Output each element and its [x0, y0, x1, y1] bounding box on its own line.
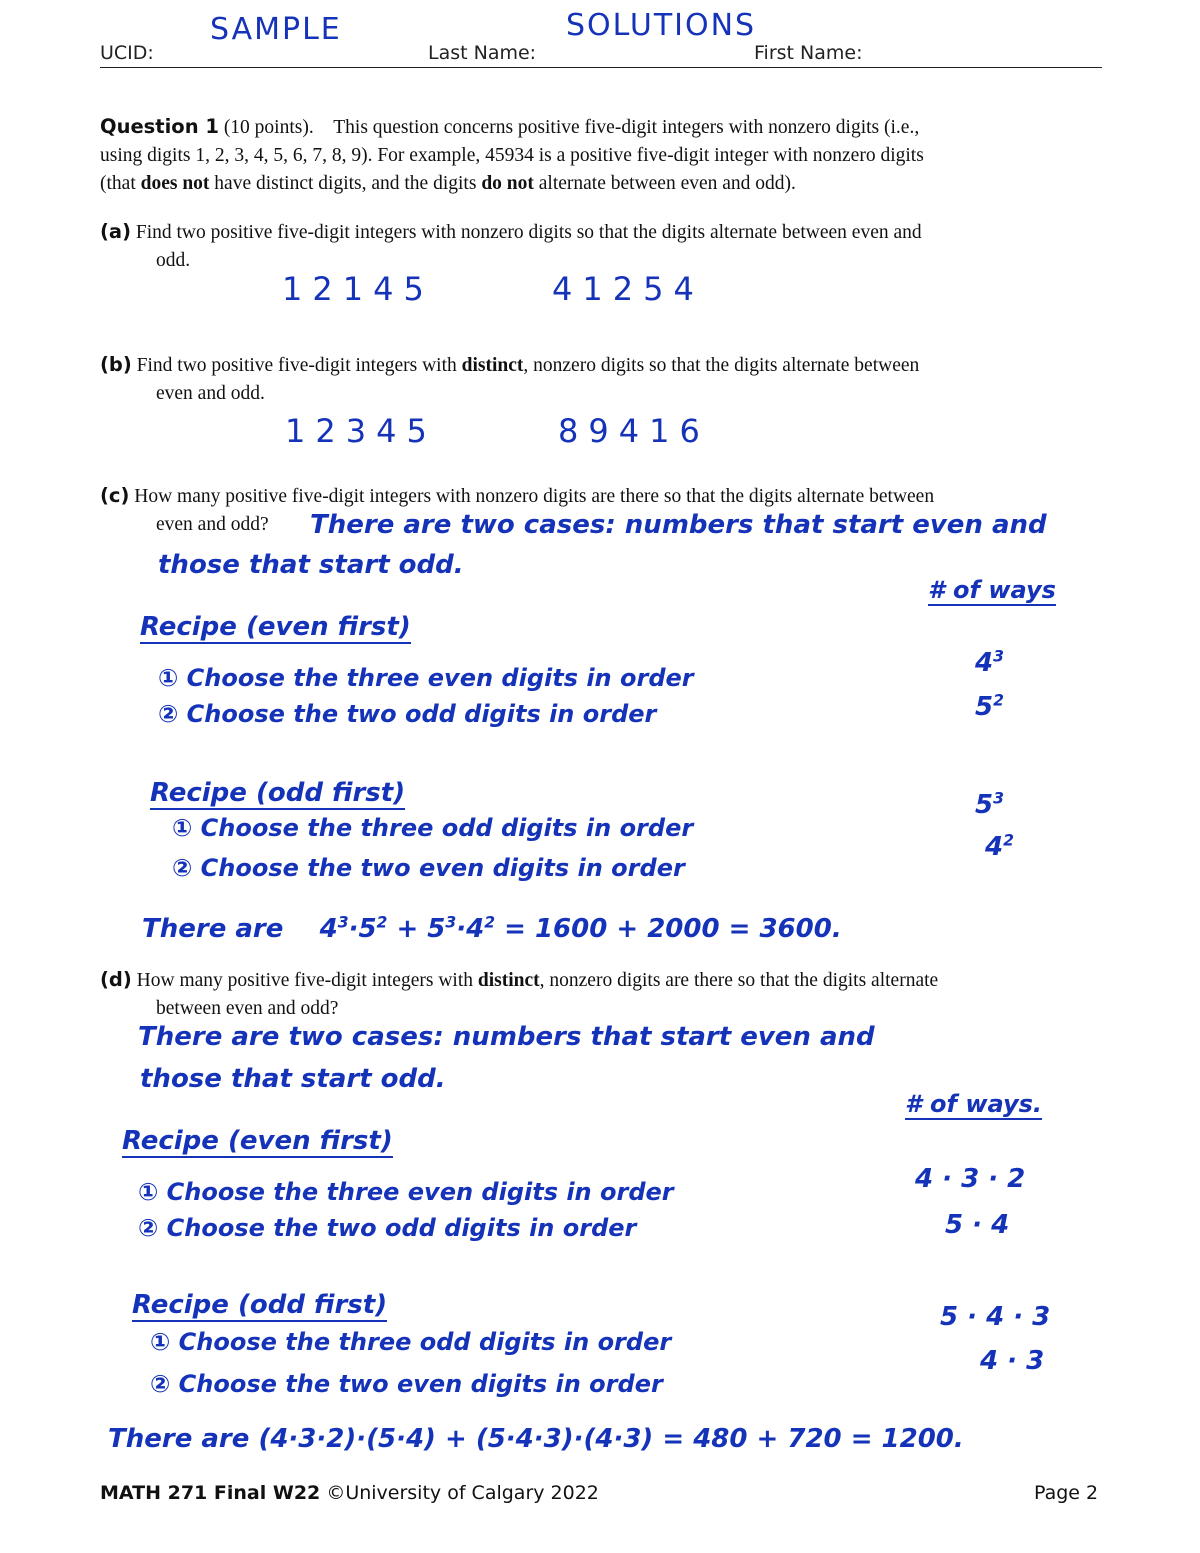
part-b-label: (b) [100, 353, 132, 376]
part-c-line2: even and odd? [156, 514, 269, 535]
part-d-label: (d) [100, 968, 132, 991]
part-d-line1b: distinct [477, 970, 540, 991]
part-a-label: (a) [100, 220, 131, 243]
part-d-line1c: , nonzero digits are there so that the digits alternate [539, 970, 939, 991]
question-points: (10 points). [223, 117, 314, 138]
part-d-odd-step1-ways: 5 · 4 · 3 [940, 1302, 1051, 1332]
part-c-even-step1-ways: $4^3$ [975, 647, 1004, 678]
part-a-line2: odd. [156, 250, 191, 271]
ucid-label: UCID: [100, 42, 154, 64]
part-b-answer1: 12345 [285, 412, 437, 450]
part-c-cases-line1: There are two cases: numbers that start even and [310, 510, 1047, 540]
part-d-recipe-even: Recipe (even first) [122, 1126, 393, 1156]
part-c-ways-header: # of ways [928, 576, 1056, 604]
part-c-odd-step1-ways: $5^3$ [975, 789, 1004, 820]
part-b-line1b: distinct [461, 355, 524, 376]
question-intro-line3c: have distinct digits, and the digits [209, 173, 482, 194]
part-d-even-step2: ② Choose the two odd digits in order [138, 1214, 637, 1242]
part-c-even-step2-ways: $5^2$ [975, 691, 1004, 722]
handwritten-solutions: SOLUTIONS [566, 8, 757, 43]
header-rule [100, 67, 1102, 68]
part-a-text [100, 218, 1102, 275]
part-c-recipe-odd: Recipe (odd first) [150, 778, 406, 808]
part-b-line2: even and odd. [156, 383, 265, 404]
part-c-even-step2: ② Choose the two odd digits in order [158, 700, 657, 728]
question-heading: Question 1 [100, 115, 219, 138]
part-a-line1: Find two positive five-digit integers with nonzero digits so that the digits alternate between even and [135, 222, 922, 243]
part-b-line1c: , nonzero digits so that the digits alternate between [523, 355, 920, 376]
part-b-line1a: Find two positive five-digit integers with [136, 355, 462, 376]
part-d-odd-step2-ways: 4 · 3 [980, 1346, 1045, 1376]
footer-course: MATH 271 Final W22 ©University of Calgary 2022 [100, 1482, 599, 1504]
footer-page-number: Page 2 [1034, 1482, 1099, 1504]
part-a-answer2: 41254 [552, 270, 704, 308]
part-d-even-step1-ways: 4 · 3 · 2 [915, 1164, 1026, 1194]
part-b-answer2: 89416 [558, 412, 710, 450]
part-c-total: There are $4^3\cdot 5^2 + 5^3\cdot 4^2 = 1600 + 2000 = 3600$. [142, 913, 842, 944]
part-c-odd-step2-ways: $4^2$ [985, 831, 1014, 862]
question-intro-line1: This question concerns positive five-digit integers with nonzero digits (i.e., [333, 117, 920, 138]
part-d-odd-step2: ② Choose the two even digits in order [150, 1370, 663, 1398]
part-a-answer1: 12145 [282, 270, 434, 308]
part-d-text [100, 966, 1102, 1023]
part-d-ways-header: # of ways. [905, 1090, 1043, 1118]
part-d-recipe-odd: Recipe (odd first) [132, 1290, 388, 1320]
part-c-label: (c) [100, 484, 130, 507]
question-intro-line2: using digits 1, 2, 3, 4, 5, 6, 7, 8, 9). For example, 45934 is a positive five-digit integer with nonzero digits [100, 145, 924, 166]
last-name-label: Last Name: [428, 42, 537, 64]
question-intro-line3d: do not [481, 173, 534, 194]
part-c-odd-step1: ① Choose the three odd digits in order [172, 814, 694, 842]
part-d-line1a: How many positive five-digit integers with [136, 970, 478, 991]
part-c-cases-line2: those that start odd. [158, 550, 464, 580]
question-intro-line3e: alternate between even and odd). [533, 173, 796, 194]
part-c-even-step1: ① Choose the three even digits in order [158, 664, 694, 692]
question-intro-line3b: does not [140, 173, 210, 194]
part-d-total: There are (4·3·2)·(5·4) + (5·4·3)·(4·3) = 480 + 720 = 1200. [108, 1424, 964, 1454]
part-d-odd-step1: ① Choose the three odd digits in order [150, 1328, 672, 1356]
part-b-text [100, 351, 1102, 408]
part-c-recipe-even: Recipe (even first) [140, 612, 411, 642]
part-d-cases-line2: those that start odd. [140, 1064, 446, 1094]
handwritten-sample: SAMPLE [210, 12, 342, 47]
first-name-label: First Name: [754, 42, 863, 64]
part-d-line2: between even and odd? [156, 998, 339, 1019]
part-c-odd-step2: ② Choose the two even digits in order [172, 854, 685, 882]
question-intro-line3a: (that [100, 173, 141, 194]
question-intro [100, 113, 1102, 198]
part-c-line1: How many positive five-digit integers with nonzero digits are there so that the digits alternate between [134, 486, 935, 507]
part-d-even-step2-ways: 5 · 4 [945, 1210, 1010, 1240]
part-d-even-step1: ① Choose the three even digits in order [138, 1178, 674, 1206]
part-d-cases-line1: There are two cases: numbers that start even and [138, 1022, 875, 1052]
